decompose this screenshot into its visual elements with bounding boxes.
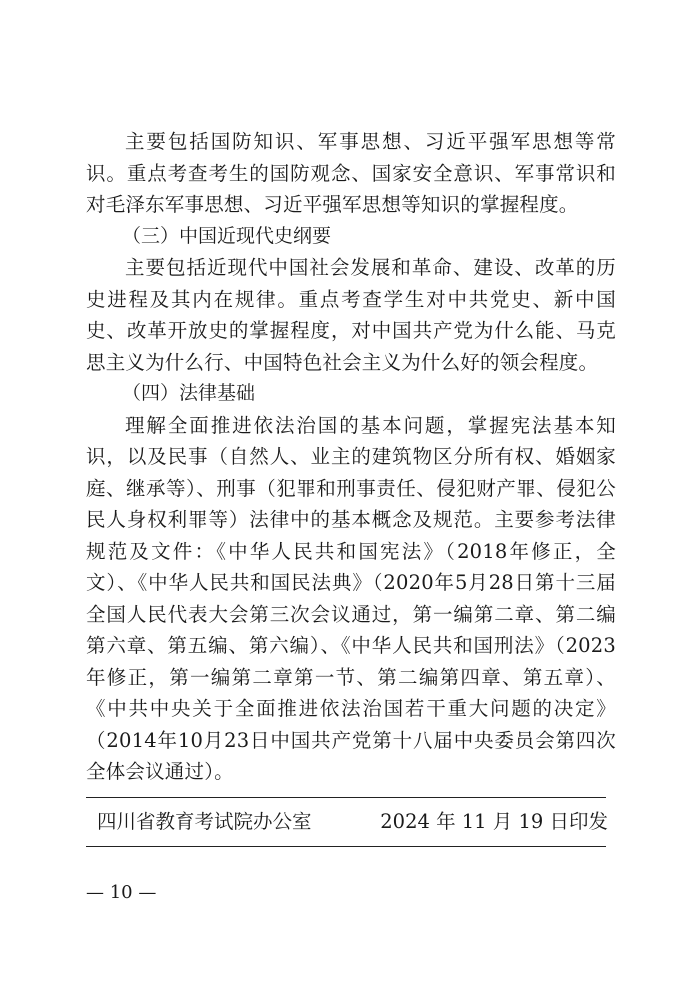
issuing-office: 四川省教育考试院办公室 — [97, 810, 312, 833]
footer-bottom-rule — [86, 846, 606, 847]
section-heading-law-basics: （四）法律基础 — [122, 382, 256, 404]
page-number: — 10 — — [86, 882, 157, 903]
section-heading-modern-history: （三）中国近现代史纲要 — [122, 224, 332, 247]
footer-top-rule — [86, 797, 606, 798]
paragraph-modern-history: 主要包括近现代中国社会发展和革命、建设、改革的历史进程及其内在规律。重点考查学生对中共党史、新中国史、改革开放史的掌握程度，对中国共产党为什么能、马克思主义为什么行、中国特色社会主义为什么好的领会程度。 — [86, 256, 616, 374]
paragraph-law-basics: 理解全面推进依法治国的基本问题，掌握宪法基本知识，以及民事（自然人、业主的建筑物区分所有权、婚姻家庭、继承等）、刑事（犯罪和刑事责任、侵犯财产罪、侵犯公民人身权利罪等）法律中的基本概念及规范。主要参考法律规范及文件：《中华人民共和国宪法》（2018年修正，全文）、《中华人民共和国民法典》（2020年5月28日第十三届全国人民代表大会第三次会议通过，第一编第二章、第二编第六章、第五编、第六编）、《中华人民共和国刑法》（2023年修正，第一编第二章第一节、第二编第四章、第五章）、《中共中央关于全面推进依法治国若干重大问题的决定》（2014年10月23日中国共产党第十八届中央委员会第四次全体会议通过）。 — [86, 413, 616, 783]
paragraph-military-theory: 主要包括国防知识、军事思想、习近平强军思想等常识。重点考查考生的国防观念、国家安全意识、军事常识和对毛泽东军事思想、习近平强军思想等知识的掌握程度。 — [86, 130, 616, 216]
issue-date: 2024 年 11 月 19 日印发 — [380, 810, 608, 833]
body-text — [86, 126, 616, 788]
